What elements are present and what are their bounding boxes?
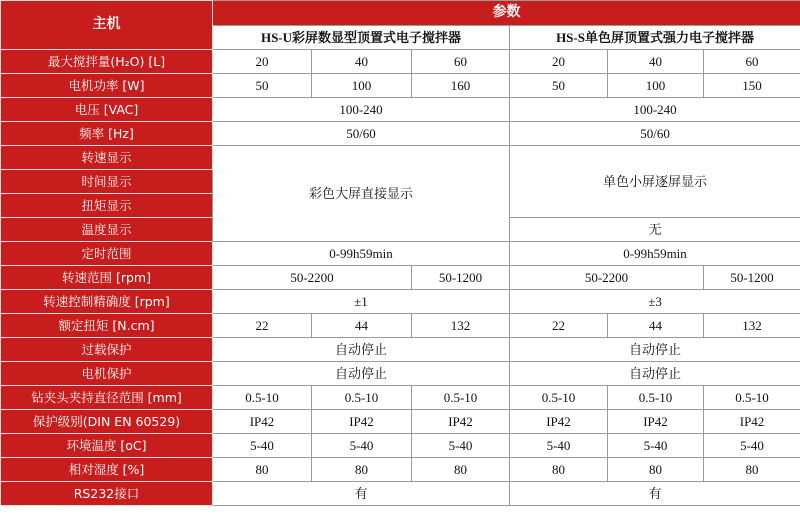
- cell-protection-u3: IP42: [412, 410, 510, 434]
- cell-torque-s2: 44: [608, 314, 704, 338]
- cell-rs232-s: 有: [510, 482, 800, 506]
- cell-voltage-s: 100-240: [510, 98, 800, 122]
- row-label-timer: 定时范围: [1, 242, 213, 266]
- row-label-env-temp: 环境温度 [oC]: [1, 434, 213, 458]
- cell-rs232-u: 有: [213, 482, 510, 506]
- cell-motor-protection-s: 自动停止: [510, 362, 800, 386]
- cell-power-s2: 100: [608, 74, 704, 98]
- cell-humidity-u1: 80: [213, 458, 312, 482]
- row-label-torque: 额定扭矩 [N.cm]: [1, 314, 213, 338]
- cell-voltage-u: 100-240: [213, 98, 510, 122]
- cell-protection-u1: IP42: [213, 410, 312, 434]
- cell-display-u: 彩色大屏直接显示: [213, 146, 510, 242]
- cell-timer-s: 0-99h59min: [510, 242, 800, 266]
- cell-chuck-s2: 0.5-10: [608, 386, 704, 410]
- cell-capacity-s1: 20: [510, 50, 608, 74]
- cell-humidity-u3: 80: [412, 458, 510, 482]
- cell-speed-accuracy-s: ±3: [510, 290, 800, 314]
- row-label-rs232: RS232接口: [1, 482, 213, 506]
- cell-capacity-s2: 40: [608, 50, 704, 74]
- row-label-temp-display: 温度显示: [1, 218, 213, 242]
- cell-torque-s3: 132: [704, 314, 800, 338]
- row-label-frequency: 频率 [Hz]: [1, 122, 213, 146]
- cell-power-u2: 100: [312, 74, 412, 98]
- cell-power-u1: 50: [213, 74, 312, 98]
- cell-humidity-s3: 80: [704, 458, 800, 482]
- cell-capacity-s3: 60: [704, 50, 800, 74]
- row-label-motor-protection: 电机保护: [1, 362, 213, 386]
- model-hss-name: HS-S单色屏顶置式强力电子搅拌器: [510, 26, 800, 50]
- cell-frequency-s: 50/60: [510, 122, 800, 146]
- cell-humidity-s2: 80: [608, 458, 704, 482]
- cell-env-temp-s1: 5-40: [510, 434, 608, 458]
- cell-torque-s1: 22: [510, 314, 608, 338]
- cell-env-temp-s2: 5-40: [608, 434, 704, 458]
- cell-env-temp-u3: 5-40: [412, 434, 510, 458]
- cell-protection-u2: IP42: [312, 410, 412, 434]
- cell-humidity-u2: 80: [312, 458, 412, 482]
- cell-capacity-u3: 60: [412, 50, 510, 74]
- cell-chuck-u2: 0.5-10: [312, 386, 412, 410]
- row-label-time-display: 时间显示: [1, 170, 213, 194]
- row-label-protection: 保护级别(DIN EN 60529): [1, 410, 213, 434]
- cell-env-temp-s3: 5-40: [704, 434, 800, 458]
- row-label-capacity: 最大搅拌量(H₂O) [L]: [1, 50, 213, 74]
- model-hsu-name: HS-U彩屏数显型顶置式电子搅拌器: [213, 26, 510, 50]
- row-label-speed-range: 转速范围 [rpm]: [1, 266, 213, 290]
- cell-protection-s1: IP42: [510, 410, 608, 434]
- cell-timer-u: 0-99h59min: [213, 242, 510, 266]
- row-label-chuck: 钻夹头夹持直径范围 [mm]: [1, 386, 213, 410]
- cell-power-u3: 160: [412, 74, 510, 98]
- cell-speed-accuracy-u: ±1: [213, 290, 510, 314]
- cell-torque-u3: 132: [412, 314, 510, 338]
- row-label-speed-display: 转速显示: [1, 146, 213, 170]
- cell-capacity-u2: 40: [312, 50, 412, 74]
- cell-speed-range-s12: 50-2200: [510, 266, 704, 290]
- cell-env-temp-u2: 5-40: [312, 434, 412, 458]
- cell-env-temp-u1: 5-40: [213, 434, 312, 458]
- header-params-label: 参数: [213, 1, 800, 26]
- cell-protection-s3: IP42: [704, 410, 800, 434]
- cell-chuck-s3: 0.5-10: [704, 386, 800, 410]
- cell-overload-s: 自动停止: [510, 338, 800, 362]
- cell-protection-s2: IP42: [608, 410, 704, 434]
- cell-display-s: 单色小屏逐屏显示: [510, 146, 800, 218]
- cell-capacity-u1: 20: [213, 50, 312, 74]
- cell-torque-u1: 22: [213, 314, 312, 338]
- row-label-humidity: 相对湿度 [%]: [1, 458, 213, 482]
- cell-speed-range-u12: 50-2200: [213, 266, 412, 290]
- cell-temp-display-s: 无: [510, 218, 800, 242]
- row-label-power: 电机功率 [W]: [1, 74, 213, 98]
- row-label-overload: 过载保护: [1, 338, 213, 362]
- cell-humidity-s1: 80: [510, 458, 608, 482]
- cell-overload-u: 自动停止: [213, 338, 510, 362]
- cell-speed-range-u3: 50-1200: [412, 266, 510, 290]
- cell-power-s3: 150: [704, 74, 800, 98]
- cell-chuck-u3: 0.5-10: [412, 386, 510, 410]
- row-label-torque-display: 扭矩显示: [1, 194, 213, 218]
- cell-frequency-u: 50/60: [213, 122, 510, 146]
- row-label-voltage: 电压 [VAC]: [1, 98, 213, 122]
- cell-torque-u2: 44: [312, 314, 412, 338]
- cell-chuck-u1: 0.5-10: [213, 386, 312, 410]
- header-main-label: 主机: [1, 1, 213, 50]
- row-label-speed-accuracy: 转速控制精确度 [rpm]: [1, 290, 213, 314]
- cell-power-s1: 50: [510, 74, 608, 98]
- cell-speed-range-s3: 50-1200: [704, 266, 800, 290]
- cell-motor-protection-u: 自动停止: [213, 362, 510, 386]
- cell-chuck-s1: 0.5-10: [510, 386, 608, 410]
